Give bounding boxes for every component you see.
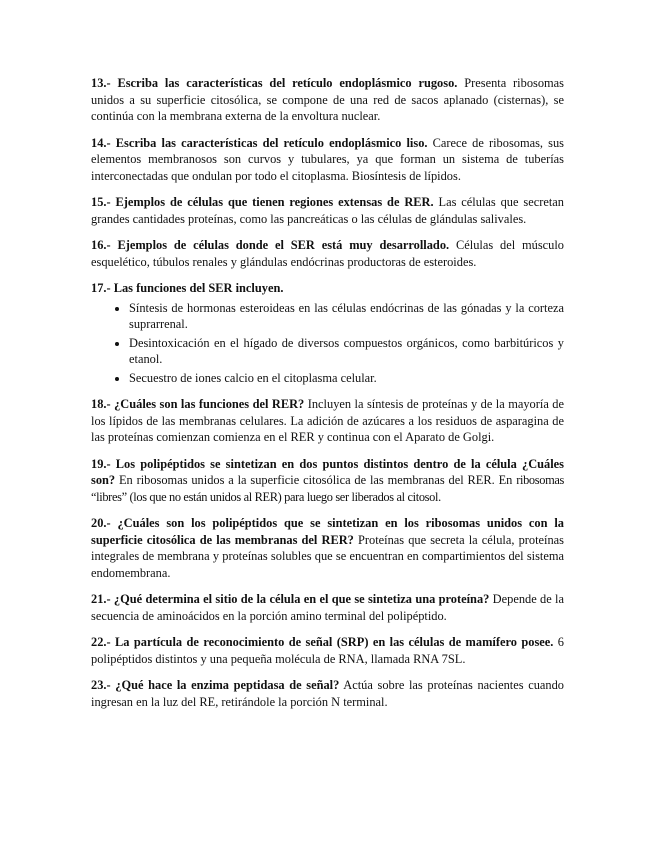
question-text: 18.- ¿Cuáles son las funciones del RER? [91, 397, 305, 411]
list-item: • Secuestro de iones calcio en el citoplasma celular. [129, 370, 564, 387]
question-22 [91, 634, 564, 667]
list-item: • Desintoxicación en el hígado de diversos compuestos orgánicos, como barbitúricos y etanol. [129, 335, 564, 368]
question-text: 19.- Los polipéptidos se sintetizan en dos puntos distintos dentro de la célula ¿Cuáles son? [91, 456, 564, 487]
question-16 [91, 237, 564, 270]
question-23 [91, 677, 564, 710]
question-text: 17.- Las funciones del SER incluyen. [91, 281, 284, 295]
question-text: 13.- Escriba las características del retículo endoplásmico rugoso. [91, 76, 458, 90]
question-text: 22.- La partícula de reconocimiento de señal (SRP) en las células de mamífero posee. [91, 635, 554, 649]
answer-text: Células del músculo esquelético, túbulos renales y glándulas endócrinas productoras de esteroides. [91, 238, 564, 269]
answer-text: Las células que secretan grandes cantidades proteínas, como las pancreáticas o las células de glándulas salivales. [91, 195, 564, 226]
answer-text: Actúa sobre las proteínas nacientes cuando ingresan en la luz del RE, retirándole la porción N terminal. [91, 678, 564, 709]
question-19 [91, 456, 564, 506]
answer-text: Proteínas que secreta la célula, proteínas integrales de membrana y proteínas solubles que se encuentran en compartimientos del sistema endomembrana. [91, 532, 564, 580]
bullet-list [91, 300, 564, 387]
question-17 [91, 280, 564, 297]
question-15 [91, 194, 564, 227]
question-text: 20.- ¿Cuáles son los polipéptidos que se sintetizan en los ribosomas unidos con la superficie citosólica de las membranas del RER? [91, 516, 564, 547]
answer-text: 6 polipéptidos distintos y una pequeña molécula de RNA, llamada RNA 7SL. [91, 635, 564, 666]
answer-text: Incluyen la síntesis de proteínas y de la mayoría de los lípidos de las membranas celulares. La adición de azúcares a los residuos de asparagina de las proteínas comienzan comienza en el RER y continua con el Aparato de Golgi. [91, 397, 564, 444]
answer-text-continued: ribosomas “libres” (los que no están unidos al RER) para luego ser liberados al citosol. [91, 473, 564, 504]
answer-text: Carece de ribosomas, sus elementos membranosos son curvos y tubulares, ya que forman un sistema de tuberías interconectadas que ondulan por todo el citoplasma. Biosíntesis de lípidos. [91, 135, 565, 183]
question-21 [91, 591, 564, 624]
question-text: 14.- Escriba las características del retículo endoplásmico liso. [91, 135, 428, 150]
question-text: 16.- Ejemplos de células donde el SER está muy desarrollado. [91, 238, 450, 252]
list-item: • Síntesis de hormonas esteroideas en las células endócrinas de las gónadas y la corteza suprarrenal. [129, 300, 564, 333]
question-text: 21.- ¿Qué determina el sitio de la célula en el que se sintetiza una proteína? [91, 592, 490, 606]
question-text: 15.- Ejemplos de células que tienen regiones extensas de RER. [91, 195, 434, 209]
answer-text: En ribosomas unidos a la superficie citosólica de las membranas del RER. En [118, 473, 513, 487]
question-20 [91, 515, 564, 581]
question-13 [91, 75, 564, 125]
question-14 [91, 135, 564, 185]
question-text: 23.- ¿Qué hace la enzima peptidasa de señal? [91, 678, 340, 692]
answer-text: Depende de la secuencia de aminoácidos en la porción amino terminal del polipéptido. [91, 592, 564, 623]
answer-text: Presenta ribosomas unidos a su superficie citosólica, se compone de una red de sacos aplanado (cisternas), se continúa con la membrana externa de la envoltura nuclear. [91, 76, 564, 123]
question-18 [91, 396, 564, 446]
